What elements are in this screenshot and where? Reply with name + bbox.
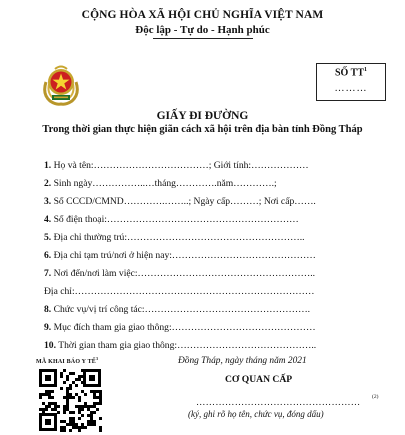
serial-number-label: SỐ $TT^1$ xyxy=(335,67,367,79)
qr-label: MÃ KHAI BÁO Y TẾ$^3$ xyxy=(36,356,99,365)
field-current-address: 6. Địa chỉ tạm trú/nơi ở hiện nay:……………………………………… xyxy=(44,250,316,261)
field-travel-purpose: 9. Mục đích tham gia giao thông:……………………………………… xyxy=(44,322,316,333)
serial-number-value: ……… xyxy=(334,83,368,94)
field-full-name: 1. Họ và tên:………………………………; Giới tính:……………… xyxy=(44,160,309,171)
signature-footnote: (2) xyxy=(372,394,379,400)
field-destination: 7. Nơi đến/nơi làm việc:……………………………………………….. xyxy=(44,268,316,279)
field-destination-address: Địa chỉ:………………………………………………………………… xyxy=(44,286,315,297)
field-date-of-birth: 2. Sinh ngày……………..…tháng………….năm………….; xyxy=(44,178,277,189)
serial-number-box xyxy=(316,63,386,101)
field-position: 8. Chức vụ/vị trí công tác:……………………………………………. xyxy=(44,304,311,315)
field-permanent-address: 5. Địa chỉ thường trú:……………………………………………….. xyxy=(44,232,305,243)
signature-line: …………………………………………… xyxy=(196,398,361,408)
qr-code-icon xyxy=(38,368,102,432)
signature-hint: (ký, ghi rõ họ tên, chức vụ, đóng dấu) xyxy=(188,409,324,419)
document-subtitle: Trong thời gian thực hiện giãn cách xã hội trên địa bàn tỉnh Đồng Tháp xyxy=(42,124,363,135)
issue-date-line: Đồng Tháp, ngày tháng năm 2021 xyxy=(178,356,307,366)
field-id-number: 3. Số CCCD/CMND………….……..; Ngày cấp………; Nơi cấp……. xyxy=(44,196,316,207)
field-travel-time: 10. Thời gian tham gia giao thông:…………………………………….. xyxy=(44,340,317,351)
nation-motto: Độc lập - Tự do - Hạnh phúc xyxy=(135,24,270,36)
document-title: GIẤY ĐI ĐƯỜNG xyxy=(156,110,249,122)
motto-underline xyxy=(153,38,253,39)
police-emblem-icon xyxy=(40,62,82,106)
issuing-authority: CƠ QUAN CẤP xyxy=(225,374,293,385)
field-phone: 4. Số điện thoại:…………………………………………………… xyxy=(44,214,299,225)
nation-title: CỘNG HÒA XÃ HỘI CHỦ NGHĨA VIỆT NAM xyxy=(81,9,324,21)
